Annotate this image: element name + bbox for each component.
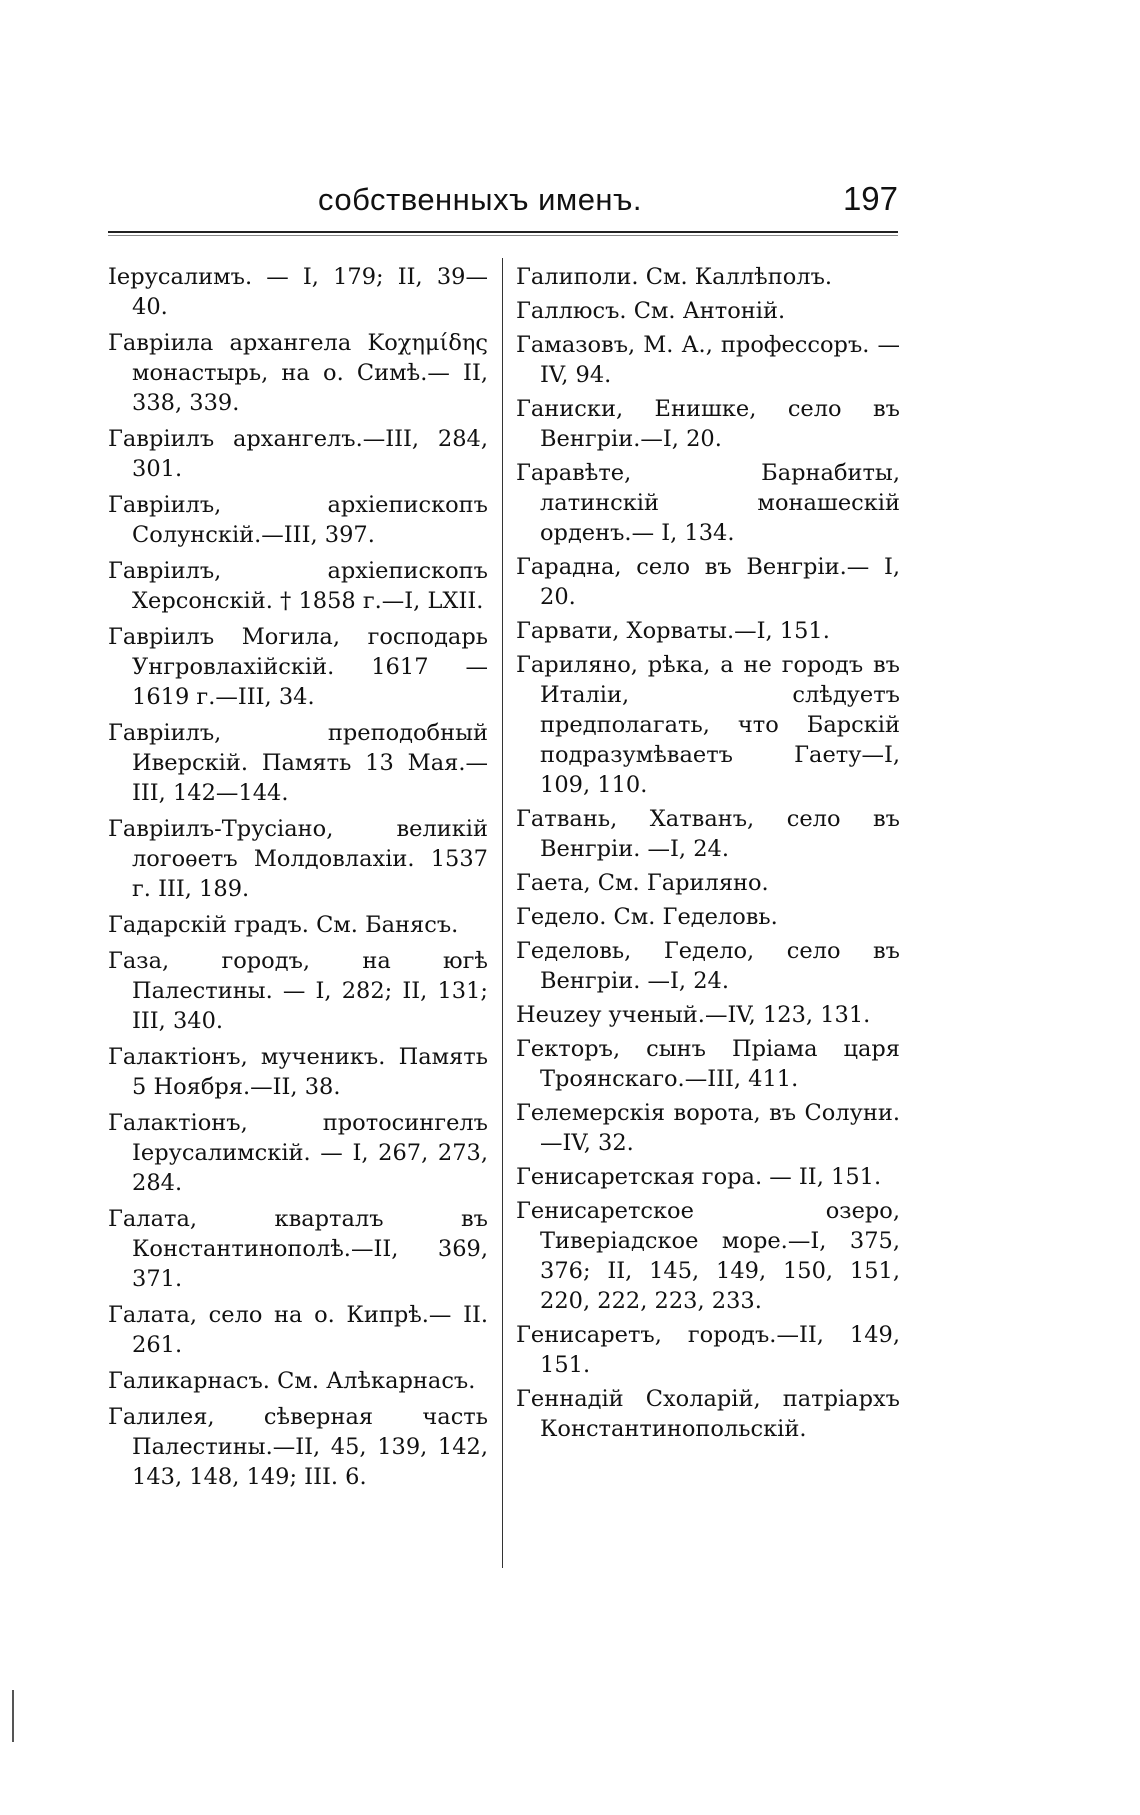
index-entry: Гедело. См. Геделовь.: [516, 904, 778, 930]
index-entry: Галлюсъ. См. Антоній.: [516, 298, 786, 324]
index-entry: Гарвати, Хорваты.—I, 151.: [516, 618, 830, 644]
index-entry: Галата, село на о. Кипрѣ.— II. 261.: [108, 1302, 488, 1358]
page-header: [108, 176, 898, 226]
index-entry: Галиполи. См. Каллѣполъ.: [516, 264, 833, 290]
header-rule: [108, 231, 898, 233]
index-entry: Гавріилъ, преподобный Иверскій. Память 13 Мая.—III, 142—144.: [108, 720, 488, 806]
index-entry: Галактіонъ, мученикъ. Память 5 Ноября.—II, 38.: [108, 1044, 488, 1100]
right-column: [516, 262, 900, 1448]
index-entry: Гарадна, село въ Венгріи.— I, 20.: [516, 554, 900, 610]
index-entry: Гавріилъ, архіепископъ Солунскій.—III, 397.: [108, 492, 488, 548]
index-entry: Гавріилъ-Трусіано, великій логоѳетъ Молдовлахіи. 1537 г. III, 189.: [108, 816, 488, 902]
index-entry: Ганиски, Енишке, село въ Венгріи.—I, 20.: [516, 396, 900, 452]
index-entry: Геннадій Схоларій, патріархъ Константинопольскій.: [516, 1386, 900, 1442]
index-entry: Гатвань, Хатванъ, село въ Венгріи. —I, 24.: [516, 806, 900, 862]
column-divider: [502, 258, 503, 1568]
header-rule-thin: [108, 235, 898, 236]
scan-margin-mark: [12, 1690, 14, 1742]
index-entry: Гадарскій градъ. См. Банясъ.: [108, 912, 459, 938]
running-title: собственныхъ именъ.: [318, 182, 643, 217]
index-entry: Гариляно, рѣка, а не городъ въ Италіи, слѣдуетъ предполагать, что Барскій подразумѣваетъ Гаету—I, 109, 110.: [516, 652, 900, 798]
index-entry: Галактіонъ, протосингелъ Іерусалимскій. — I, 267, 273, 284.: [108, 1110, 488, 1196]
left-column: [108, 262, 488, 1498]
index-entry: Гавріилъ, архіепископъ Херсонскій. † 1858 г.—I, LXII.: [108, 558, 488, 614]
index-entry: Гавріилъ архангелъ.—III, 284, 301.: [108, 426, 488, 482]
index-entry: Галилея, сѣверная часть Палестины.—II, 45, 139, 142, 143, 148, 149; III. 6.: [108, 1404, 488, 1490]
index-entry: Галикарнасъ. См. Алѣкарнасъ.: [108, 1368, 476, 1394]
index-entry: Газа, городъ, на югѣ Палестины. — I, 282; II, 131; III, 340.: [108, 948, 488, 1034]
index-entry: Гекторъ, сынъ Пріама царя Троянскаго.—III, 411.: [516, 1036, 900, 1092]
page-number: 197: [842, 180, 898, 217]
index-entry: Гелемерскія ворота, въ Солуни.—IV, 32.: [516, 1100, 900, 1156]
index-entry: Генисаретъ, городъ.—II, 149, 151.: [516, 1322, 900, 1378]
index-entry: Гаравѣте, Барнабиты, латинскій монашескій орденъ.— I, 134.: [516, 460, 900, 546]
index-entry: Heuzey ученый.—IV, 123, 131.: [516, 1002, 871, 1028]
index-entry: Генисаретское озеро, Тиверіадское море.—I, 375, 376; II, 145, 149, 150, 151, 220, 222, 223, 233.: [516, 1198, 900, 1314]
index-entry: Гавріилъ Могила, господарь Унгровлахійскій. 1617 — 1619 г.—III, 34.: [108, 624, 488, 710]
index-entry: Гавріила архангела Κοχημίδης монастырь, на о. Симѣ.— II, 338, 339.: [108, 330, 488, 416]
index-entry: Галата, кварталъ въ Константинополѣ.—II, 369, 371.: [108, 1206, 488, 1292]
index-entry: Іерусалимъ. — I, 179; II, 39—40.: [108, 264, 488, 320]
index-entry: Генисаретская гора. — II, 151.: [516, 1164, 882, 1190]
index-entry: Геделовь, Гедело, село въ Венгріи. —I, 24.: [516, 938, 900, 994]
index-entry: Гамазовъ, М. А., профессоръ. —IV, 94.: [516, 332, 900, 388]
index-entry: Гаета, См. Гариляно.: [516, 870, 769, 896]
